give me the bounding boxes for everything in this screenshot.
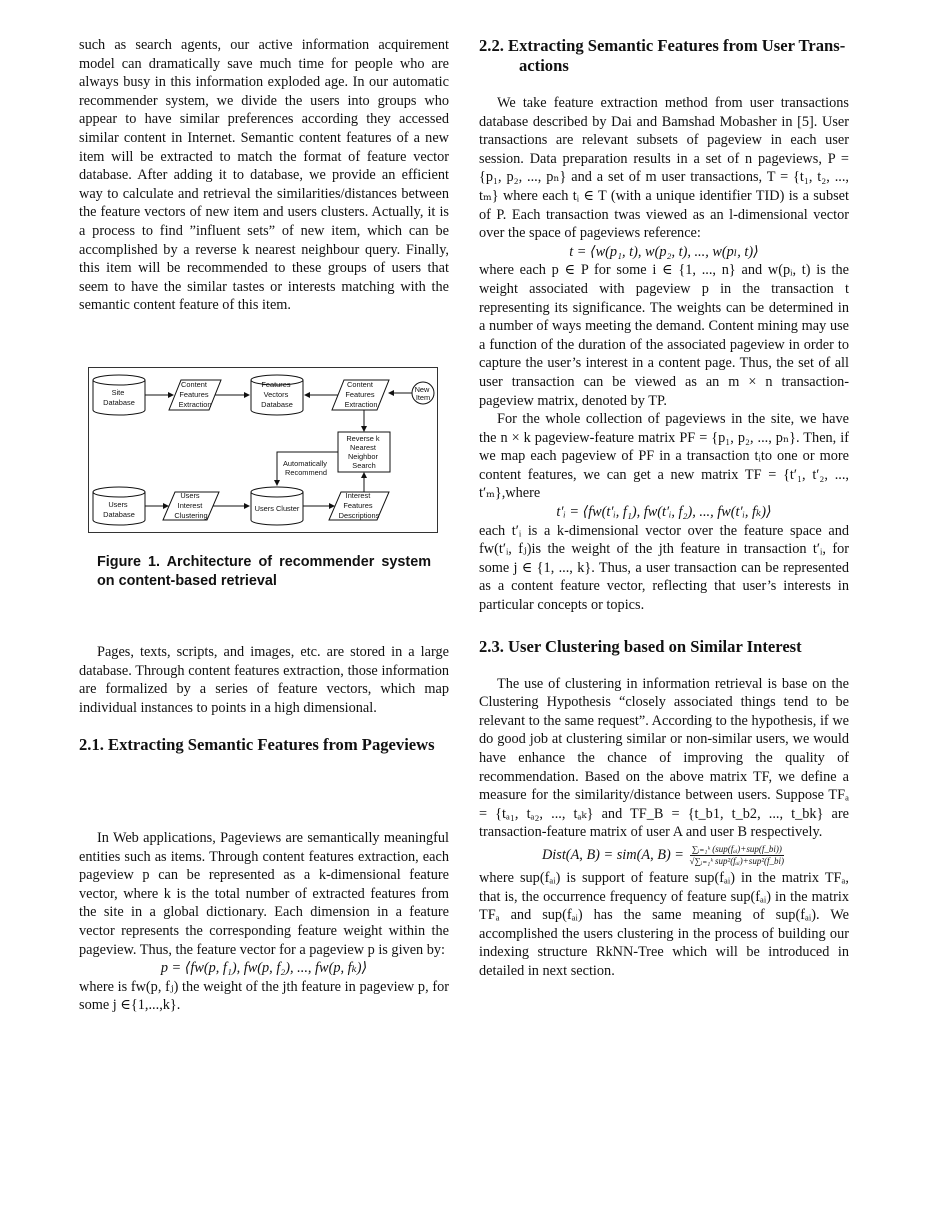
label-item: Item [415,393,431,402]
label-reverse-k: Reverse k [346,434,380,443]
label-interest: Interest [345,491,371,500]
figure-1-architecture-diagram [88,367,438,533]
label-new: New [414,385,430,394]
distance-equation [479,844,849,867]
feature-transaction-equation: t′ᵢ = ⟨fw(t′ᵢ, f₁), fw(t′ᵢ, f₂), ..., fw(t′ᵢ, fₖ)⟩ [556,504,772,521]
distance-fraction [688,844,786,867]
section-2-2-paragraph-3: For the whole collection of pageviews in the site, we have the n × k pageview-feature matrix PF = {p₁, p₂, ..., pₙ}. Then, if we map each pageview of PF in a transaction tᵢto one or more content features, we can get a new matrix TF = {t′₁, t′₂, ..., t′ₘ},where [479,411,849,502]
svg-text:Features Vectors D [261,380,293,409]
label-features: Features [345,390,375,399]
label-vectors: Vectors [263,390,289,399]
svg-text:Users Cluster [255,504,300,513]
section-2-2-heading-line2: actions [519,56,569,75]
svg-text:New Item [415,385,432,402]
section-2-1-after-equation: where is fw(p, fⱼ) the weight of the jth feature in pageview p, for some j ∈{1,...,k}. [79,978,449,1014]
section-2-2-paragraph-4: each t′ᵢ is a k-dimensional vector over the feature space and fw(t′ᵢ, fⱼ)is the weight of the jth feature in transaction t′ᵢ, for some j ∈ {1, ..., k}. Thus, a user transaction can be represented as a content feature vector, reflecting that user’s interests in particular concepts or topics. [479,522,849,614]
label-clustering: Clustering [174,511,208,520]
label-automatically: Automatically [282,459,327,468]
section-2-2-heading-line1: 2.2. Extracting Semantic Features from User Trans- [479,36,846,55]
distance-equation-lhs: Dist(A, B) = sim(A, B) = [541,846,684,863]
label-users: Users [180,491,200,500]
transaction-vector-equation: t = ⟨w(p₁, t), w(p₂, t), ..., w(pₗ, t)⟩ [569,243,759,260]
pages-paragraph: Pages, texts, scripts, and images, etc. are stored in a large database. Through content features extraction, those information are formalized by a series of feature vectors, which map individual instances to points in a high dimensional. [79,644,449,716]
section-2-2-paragraph-1: We take feature extraction method from user transactions database described by Dai and Bamshad Mobasher in [5]. User transactions are relevant subsets of pageview in each user session. Data preparation results in a set of n pageviews, P = {p₁, p₂, ..., pₙ} and a set of m user transactions, T = {t₁, t₂, ..., tₘ} where each tᵢ ∈ T (with a unique identifier TID) is a subset of P. Each transaction twas viewed as an l-dimensional vector over the space of pageviews reference: [479,95,849,242]
label-recommend: Recommend [285,468,327,477]
label-users: Users [108,500,128,509]
pageview-vector-equation: p = ⟨fw(p, f₁), fw(p, f₂), ..., fw(p, fₖ)⟩ [160,960,368,977]
right-column [479,36,849,981]
figure-caption-block [79,553,449,591]
label-nearest: Nearest [350,443,376,452]
label-database: Database [103,510,135,519]
pages-block [79,643,449,717]
section-2-3-paragraph-1: The use of clustering in information retrieval is base on the Clustering Hypothesis “closely associated things tend to be relevant to the same request”. According to the hypothesis, if we do good job at clustering similar or non-similar users, we would have enhance the chance of improving the quality of recommendation. Based on the above matrix TF, we define a measure for the similarity/distance between users. Suppose TFₐ = {tₐ₁, tₐ₂, ..., tₐₖ} and TF_B = {t_b1, t_b2, ..., t_bk} are transaction-feature matrix of user A and user B respectively. [479,675,849,841]
label-database: Database [103,398,135,407]
section-2-2-heading [479,36,849,76]
left-column [79,36,449,315]
figure-caption: Figure 1. Architecture of recommender system on content-based retrieval [97,554,431,589]
intro-paragraph: such as search agents, our active information acquirement model can dramatically save much time for people who are always busy in this information exploded age. In our automatic recommender system, we divide the users into groups who appear to have similar preferences according they accessed similar content in Internet. Semantic content features of a new item will be extracted to match the format of feature vector database. After adding it to database, we provide an efficient way to calculate and retrieval the similarities/distances between the feature vectors of new item and users clusters. Actually, it is a process to find ”influent sets” of new item, which can be accomplished by a reverse k nearest neighbour query. Finally, this item will be recommended to these groups of users that seem to have the similar tastes or interests matching with the semantic content feature of this item. [79,37,449,314]
label-database: Database [261,400,293,409]
label-features: Features [343,501,373,510]
label-content: Content [347,380,373,389]
label-extraction: Extraction [178,400,212,409]
section-2-3-paragraph-2: where sup(fₐᵢ) is support of feature sup(fₐᵢ) in the matrix TFₐ, that is, the occurrence frequency of feature sup(fₐᵢ) in the matrix TFₐ and sup(fₐᵢ) has the same meaning of sup(fₐᵢ). We accomplished the users clustering in the process of building our indexing structure RkNN-Tree which will be introduced in detailed in next section. [479,869,849,979]
label-content: Content [181,380,207,389]
section-2-1-heading: 2.1. Extracting Semantic Features from Pageviews [79,735,435,754]
label-site: Site [111,388,125,397]
section-2-3-heading: 2.3. User Clustering based on Similar Interest [479,636,802,656]
label-search: Search [352,461,376,470]
label-neighbor: Neighbor [347,452,378,461]
label-features: Features [179,390,209,399]
svg-text:Content Features E [345,380,378,409]
section-2-1-heading-block [79,735,449,755]
svg-text:Automatically Recommend [283,459,329,477]
label-descriptions: Descriptions [338,511,380,520]
section-2-1-body [79,829,449,1015]
label-users-cluster: Users Cluster [254,504,300,513]
label-features: Features [261,380,291,389]
section-2-2-paragraph-2: where each p ∈ P for some i ∈ {1, ..., n} and w(pᵢ, t) is the weight associated with pageview p in the transaction t representing its significance. The weights can be determined in a number of ways meeting the demand. Content mining may use a function of the duration of the associated pageview in order to capture the user’s interest in a content page. Thus, the set of all user transaction can be viewed as an m × n transaction-pageview matrix, denoted by TP. [479,262,849,409]
section-2-1-paragraph: In Web applications, Pageviews are semantically meaningful entities such as items. Through content features extraction, each pageview p can be represented as a k-dimensional feature vector, where k is the total number of extracted features from the site in a global dictionary. Each dimension in a feature vector represents the corresponding feature weight within the pageview. Thus, the feature vector for a pageview p is given by: [79,830,449,958]
svg-text:Content Features E [179,380,212,409]
distance-denominator: √∑ᵢ₌₁ᵏ sup²(fₐᵢ)+sup²(f_bi) [689,855,785,866]
label-extraction: Extraction [344,400,378,409]
label-interest: Interest [177,501,203,510]
distance-numerator: ∑ᵢ₌₁ᵏ (sup(fₐᵢ)+sup(f_bi)) [691,843,782,854]
